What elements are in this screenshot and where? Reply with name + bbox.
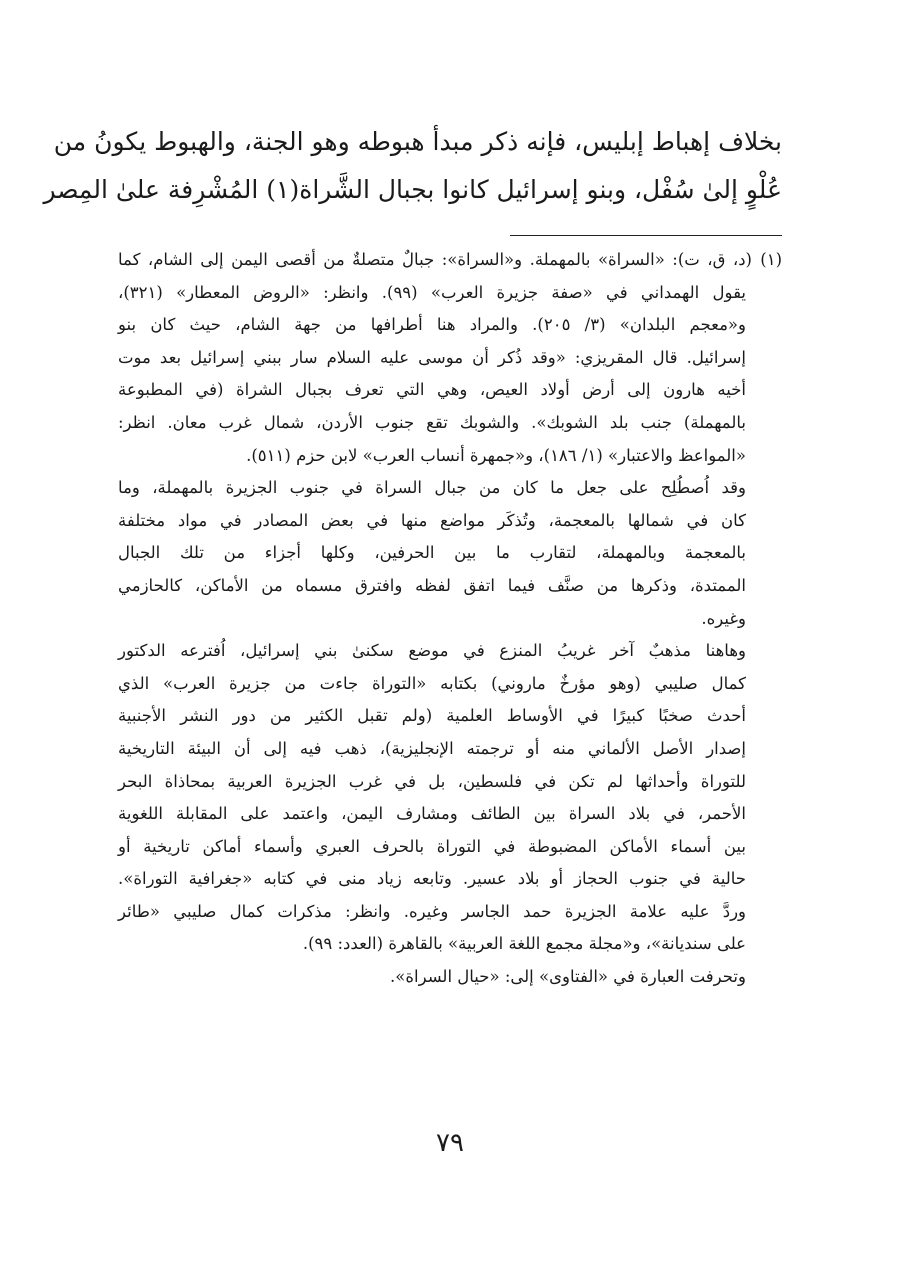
footnote-line: وغيره. (701, 608, 746, 628)
footnote-line: إسرائيل. قال المقريزي: «وقد ذُكر أن موسى عليه السلام سار ببني إسرائيل بعد موت (118, 347, 746, 367)
footnote-paragraph (118, 961, 782, 994)
footnote-line: وتحرفت العبارة في «الفتاوى» إلى: «حيال السراة». (390, 967, 746, 987)
footnote-line: الأحمر، في بلاد السراة بين الطائف ومشارف اليمن، واعتمد على المقابلة اللغوية (118, 804, 746, 824)
footnote-line: للتوراة وأحداثها لم تكن في فلسطين، بل في غرب الجزيرة العربية بمحاذاة البحر (118, 771, 746, 791)
footnote-paragraph (118, 244, 782, 472)
footnote-line: (١)(د، ق، ت): «السراة» بالمهملة. و«السراة»: جبالٌ متصلةٌ من أقصى اليمن إلى الشام، كما (118, 244, 782, 277)
page-number: ٧٩ (436, 1128, 464, 1158)
footnotes (118, 244, 782, 994)
footnote-line: إصدار الأصل الألماني منه أو ترجمته الإنجليزية)، ذهب فيه إلى أن البيئة التاريخية (118, 738, 746, 758)
footnote-line: «المواعظ والاعتبار» (١/ ١٨٦)، و«جمهرة أنساب العرب» لابن حزم (٥١١). (246, 445, 746, 465)
footnote-line: بالمعجمة وبالمهملة، لتقارب ما بين الحرفين، وكلها أجزاء من تلك الجبال (118, 543, 746, 563)
footnote-line: يقول الهمداني في «صفة جزيرة العرب» (٩٩). وانظر: «الروض المعطار» (٣٢١)، (118, 282, 747, 302)
main-text-line: عُلْوٍ إلىٰ سُفْل، وبنو إسرائيل كانوا بجبال الشَّراة(١) المُشْرِفة علىٰ المِصر (43, 175, 782, 204)
footnote-paragraph (118, 472, 782, 635)
main-text-line: بخلاف إهباط إبليس، فإنه ذكر مبدأ هبوطه وهو الجنة، والهبوط يكونُ من (53, 127, 782, 156)
footnote-line: و«معجم البلدان» (٣/ ٢٠٥). والمراد هنا أطرافها من جهة الشام، حيث كان بنو (118, 315, 746, 335)
footnote-line: أحدث صخبًا كبيرًا في الأوساط العلمية (ولم تقبل الكثير من دور النشر الأجنبية (118, 706, 746, 726)
footnote-separator (510, 235, 782, 236)
footnote-line: حالية في جنوب الحجاز أو بلاد عسير. وتابعه زياد منى في كتابه «جغرافية التوراة». (118, 869, 746, 889)
footnote-paragraph (118, 635, 782, 961)
footnote-line: الممتدة، وذكرها من صنَّف فيما اتفق لفظه وافترق مسماه من الأماكن، كالحازمي (118, 575, 746, 595)
footnote-line: بين أسماء الأماكن المضبوطة في التوراة بالحرف العبري وأسماء أماكن تاريخية أو (118, 836, 746, 856)
footnote-line: كان في شمالها بالمعجمة، وتُذكَر مواضع منها في بعض المصادر في مواد مختلفة (118, 510, 746, 530)
footnote-line: بالمهملة) جنب بلد الشوبك». والشوبك تقع جنوب الأردن، شمال غرب معان. انظر: (118, 412, 746, 432)
footnote-marker: (١) (760, 250, 782, 269)
footnote-line: وقد اُصطُلِح على جعل ما كان من جبال السراة في جنوب الجزيرة بالمهملة، وما (118, 478, 746, 498)
footnote-line: على سنديانة»، و«مجلة مجمع اللغة العربية» بالقاهرة (العدد: ٩٩). (302, 934, 746, 954)
footnote-line: أخيه هارون إلى أرض أولاد العيص، وهي التي تعرف بجبال الشراة (في المطبوعة (118, 380, 746, 400)
footnote-line: كمال صليبي (وهو مؤرخٌ ماروني) بكتابه «التوراة جاءت من جزيرة العرب» الذي (118, 673, 746, 693)
footnote-line: وهاهنا مذهبٌ آخر غريبُ المنزع في موضع سكنىٰ بني إسرائيل، اُفترعه الدكتور (118, 641, 746, 661)
footnote-line: وردَّ عليه علامة الجزيرة حمد الجاسر وغيره. وانظر: مذكرات كمال صليبي «طائر (118, 901, 746, 921)
main-text (43, 118, 782, 214)
